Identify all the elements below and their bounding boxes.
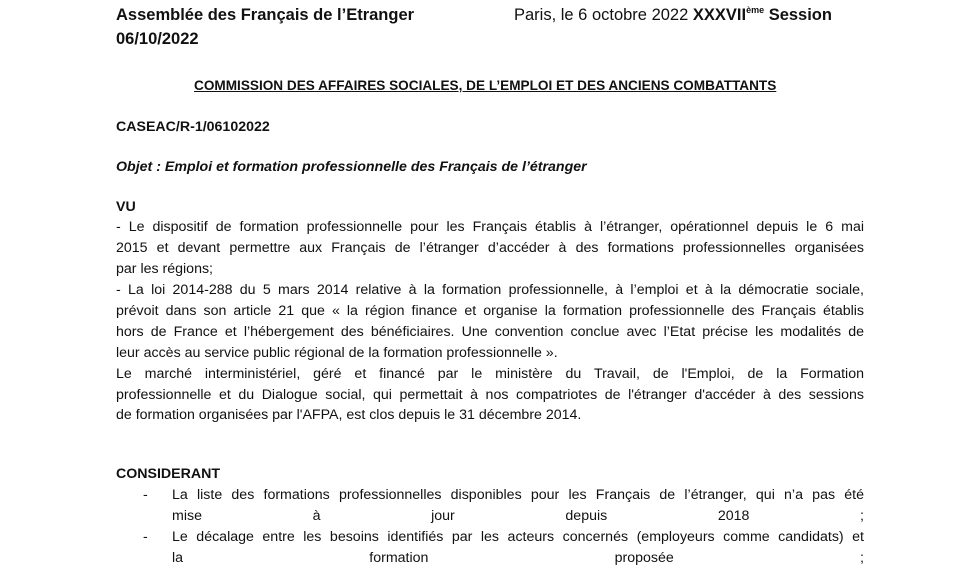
bullet-dash: - [143, 529, 148, 545]
session-number: XXXVII [692, 6, 747, 24]
considerant-item-line: la formation proposée ; [172, 550, 864, 566]
considerant-item-line: mise à jour depuis 2018 ; [172, 508, 864, 524]
vu-line: 2015 et devant permettre aux Français de l’étranger d’accéder à des formations professionnelles organisées [116, 240, 864, 256]
vu-line: professionnelle et du Dialogue social, qui permettait à nos compatriotes de l'étranger d'accéder à des sessions [116, 387, 864, 403]
considerant-item-line: La liste des formations professionnelles disponibles pour les Français de l’étranger, qui n’a pas été [172, 487, 864, 503]
place-date: Paris, le 6 octobre 2022 [514, 6, 689, 24]
vu-line: leur accès au service public régional de la formation professionnelle ». [116, 345, 558, 361]
session-info [514, 6, 832, 25]
vu-line: - Le dispositif de formation professionnelle pour les Français établis à l’étranger, opérationnel depuis le 6 mai [116, 219, 864, 235]
vu-line: - La loi 2014-288 du 5 mars 2014 relative à la formation professionnelle, à l’emploi et à la démocratie sociale, [116, 282, 864, 298]
vu-line: de formation organisées par l'AFPA, est clos depuis le 31 décembre 2014. [116, 407, 582, 423]
session-ordinal: ème [746, 5, 765, 15]
commission-title: COMMISSION DES AFFAIRES SOCIALES, DE L’EMPLOI ET DES ANCIENS COMBATTANTS [194, 78, 777, 93]
reference-code: CASEAC/R-1/06102022 [116, 119, 270, 135]
vu-line: prévoit dans son article 21 que « la région finance et organise la formation professionnelle des Français établis [116, 303, 864, 319]
considerant-item-line: Le décalage entre les besoins identifiés par les acteurs concernés (employeurs comme candidats) et [172, 529, 864, 545]
vu-line: par les régions; [116, 261, 213, 277]
considerant-heading: CONSIDERANT [116, 466, 221, 482]
vu-heading: VU [116, 199, 136, 215]
objet-line: Objet : Emploi et formation professionnelle des Français de l’étranger [116, 159, 587, 175]
organization-name: Assemblée des Français de l’Etranger [116, 6, 415, 24]
vu-line: hors de France et l’hébergement des bénéficiaires. Une convention conclue avec l’Etat précise les modalités de [116, 324, 864, 340]
vu-line: Le marché interministériel, géré et financé par le ministère du Travail, de l'Emploi, de la Formation [116, 366, 864, 382]
bullet-dash: - [143, 487, 148, 503]
session-word: Session [768, 6, 832, 24]
document-date: 06/10/2022 [116, 30, 199, 48]
